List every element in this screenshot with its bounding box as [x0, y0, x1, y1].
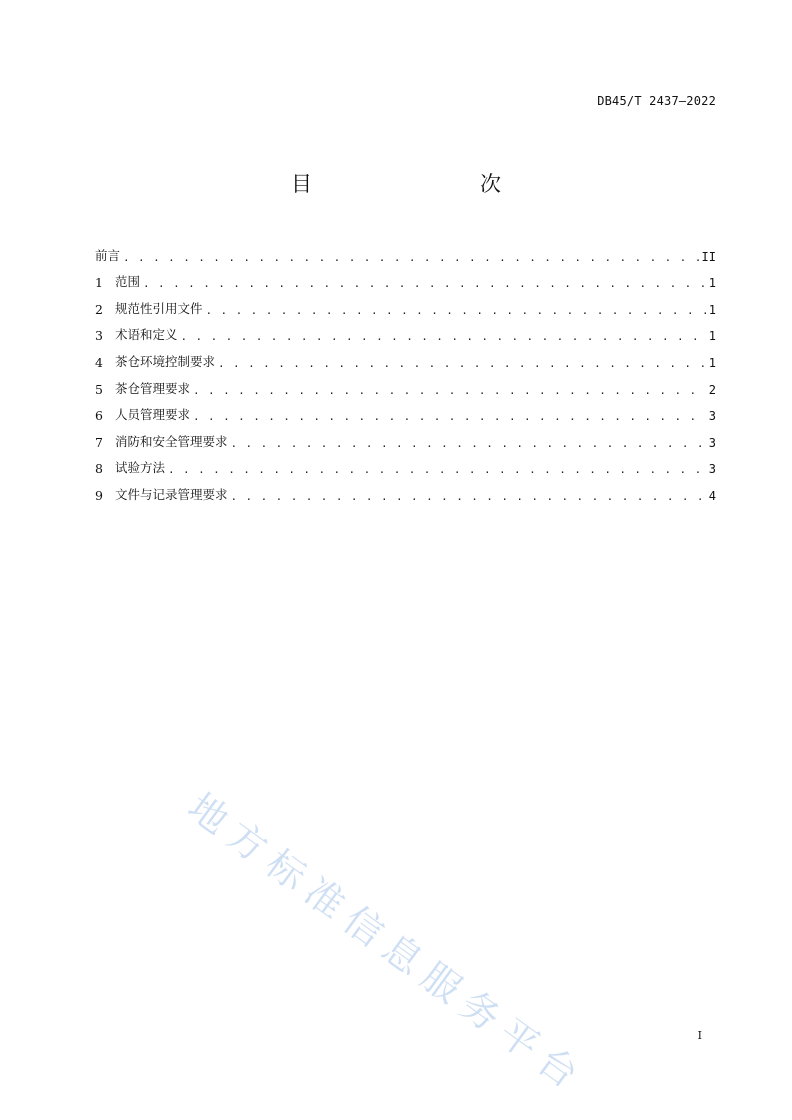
- toc-entry-label: 消防和安全管理要求: [115, 433, 228, 449]
- document-code: DB45/T 2437—2022: [597, 94, 716, 108]
- toc-entry-page: 3: [708, 409, 716, 424]
- toc-entry-page: 4: [708, 488, 716, 503]
- toc-entry-number: 3: [95, 328, 103, 344]
- toc-entry-page: 1: [708, 276, 716, 291]
- toc-entry-page: II: [701, 249, 716, 264]
- toc-entry-label: 茶仓环境控制要求: [115, 353, 216, 369]
- toc-entry-number: 6: [95, 408, 103, 424]
- toc-leader-dots: [231, 490, 706, 503]
- toc-entry-3[interactable]: [95, 317, 716, 344]
- toc-entry-5[interactable]: [95, 370, 716, 397]
- toc-title: 目 次: [291, 172, 543, 196]
- toc-entry-1[interactable]: [95, 264, 716, 291]
- toc-entry-label: 前言: [95, 247, 121, 263]
- toc-entry-page: 3: [708, 462, 716, 477]
- toc-entry-label: 规范性引用文件: [115, 300, 203, 316]
- toc-entry-page: 1: [708, 302, 716, 317]
- toc-entry-label: 茶仓管理要求: [115, 380, 191, 396]
- toc-leader-dots: [168, 463, 706, 476]
- toc-leader-dots: [193, 410, 706, 423]
- toc-entry-page: 3: [708, 435, 716, 450]
- toc-entry-9[interactable]: [95, 476, 716, 503]
- toc-entry-label: 术语和定义: [115, 327, 178, 343]
- toc-leader-dots: [181, 330, 706, 343]
- toc-entry-page: 2: [708, 382, 716, 397]
- toc-entry-number: 8: [95, 461, 103, 477]
- toc-entry-foreword[interactable]: [95, 237, 716, 264]
- toc-entry-page: 1: [708, 355, 716, 370]
- toc-entry-number: 2: [95, 301, 103, 317]
- toc-leader-dots: [143, 277, 706, 290]
- toc-leader-dots: [218, 357, 706, 370]
- toc-leader-dots: [123, 251, 699, 264]
- toc-entry-4[interactable]: [95, 343, 716, 370]
- page-number: I: [697, 1029, 702, 1042]
- toc-entry-number: 4: [95, 354, 103, 370]
- toc-entry-6[interactable]: [95, 397, 716, 424]
- toc-leader-dots: [231, 437, 706, 450]
- toc-entry-number: 7: [95, 434, 103, 450]
- toc-entry-number: 9: [95, 487, 103, 503]
- toc-entry-label: 范围: [115, 274, 141, 290]
- toc-entry-7[interactable]: [95, 423, 716, 450]
- toc-entry-label: 文件与记录管理要求: [115, 486, 228, 502]
- toc-leader-dots: [193, 384, 706, 397]
- toc-entry-2[interactable]: [95, 290, 716, 317]
- table-of-contents: [95, 237, 716, 503]
- toc-entry-number: 1: [95, 275, 103, 291]
- toc-entry-8[interactable]: [95, 450, 716, 477]
- watermark: 地方标准信息服务平台: [180, 784, 595, 1103]
- toc-leader-dots: [206, 304, 706, 317]
- toc-entry-number: 5: [95, 381, 103, 397]
- toc-entry-label: 试验方法: [115, 460, 166, 476]
- toc-entry-page: 1: [708, 329, 716, 344]
- toc-entry-label: 人员管理要求: [115, 407, 191, 423]
